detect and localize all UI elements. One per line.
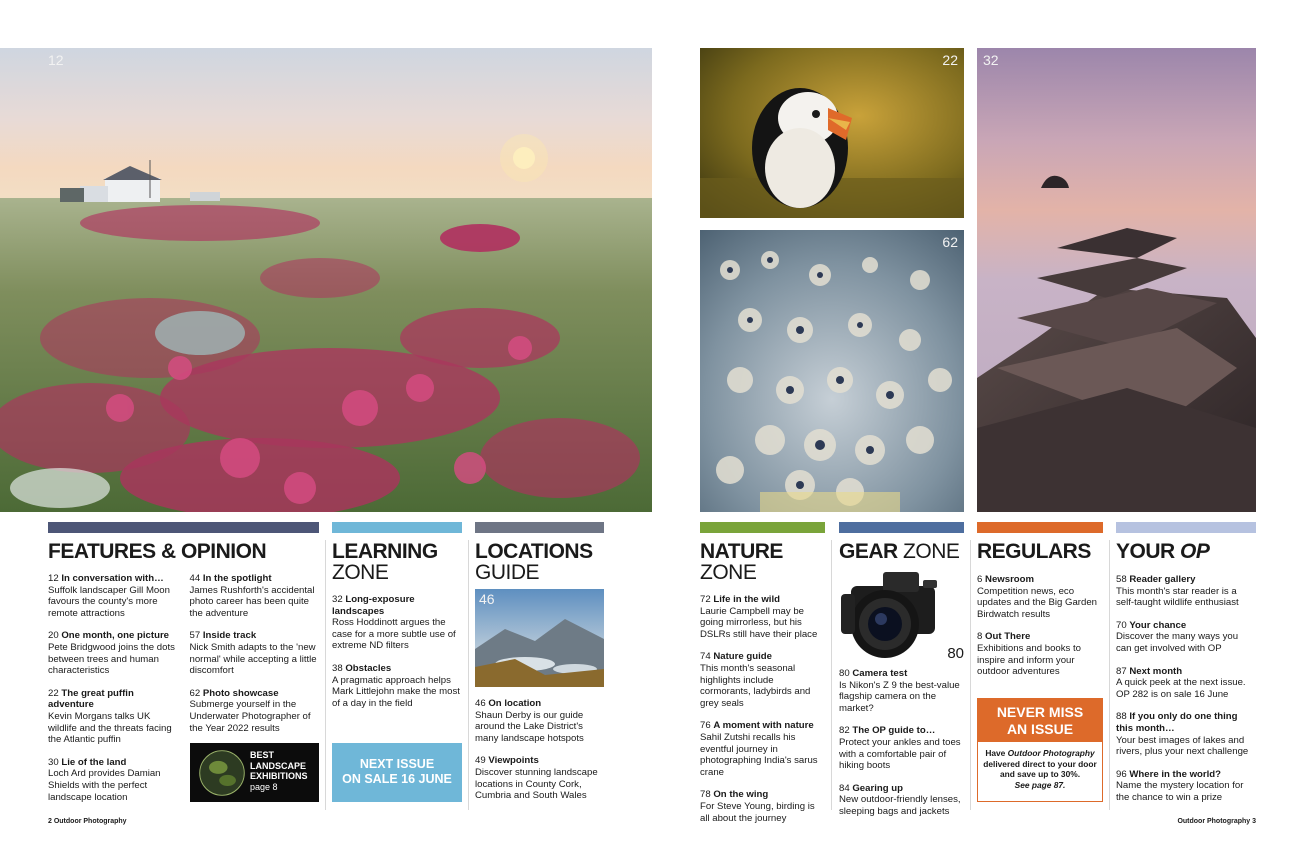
sea-rocks-photo	[977, 48, 1256, 512]
gear-heading: GEAR ZONE	[839, 540, 960, 563]
toc-entry[interactable]: 8 Out There Exhibitions and books to inspire and inform your outdoor adventures	[977, 631, 1081, 678]
column-divider	[1109, 540, 1110, 810]
toc-entry[interactable]: 20 One month, one picture Pete Bridgwood joins the dots between trees and human characteristics	[48, 630, 175, 677]
promo-line: BEST	[250, 750, 275, 760]
column-divider	[970, 540, 971, 810]
toc-entry[interactable]: 38 Obstacles A pragmatic approach helps Mark Littlejohn make the most of a day in the field	[332, 662, 460, 709]
learning-section	[332, 522, 462, 709]
column-divider	[325, 540, 326, 810]
toc-entry[interactable]: 72 Life in the wild Laurie Campbell may be going mirrorless, but his DSLRs still have their place	[700, 594, 818, 640]
toc-entry[interactable]: 6 Newsroom Competition news, eco updates and the Big Garden Birdwatch results	[977, 574, 1098, 620]
camera-photo	[839, 564, 964, 664]
toc-entry[interactable]: 87 Next month A quick peek at the next issue. OP 282 is on sale 16 June	[1116, 665, 1246, 700]
next-issue-banner[interactable]: NEXT ISSUE ON SALE 16 JUNE	[332, 743, 462, 802]
promo-line: LANDSCAPE	[250, 760, 307, 771]
toc-entry[interactable]: 62 Photo showcase Submerge yourself in the Underwater Photographer of the Year 2022 results	[189, 687, 311, 734]
footer-left: 2 Outdoor Photography	[48, 818, 127, 825]
locations-color-bar	[475, 522, 604, 533]
toc-entry[interactable]: 82 The OP guide to… Protect your ankles and toes with a comfortable pair of hiking boots	[839, 725, 961, 772]
regulars-section	[977, 522, 1103, 678]
page-number-badge: 80	[947, 645, 964, 662]
toc-entry[interactable]: 78 On the wing For Steve Young, birding is all about the journey	[700, 789, 815, 824]
subscribe-body: Have Outdoor Photography delivered direct to your door and save up to 30%. See page 87.	[983, 748, 1097, 790]
toc-entry[interactable]: 30 Lie of the land Loch Ard provides Damian Shields with the perfect landscape location	[48, 756, 161, 803]
column-divider	[468, 540, 469, 810]
page-number-badge: 62	[942, 234, 958, 250]
toc-entry[interactable]: 74 Nature guide This month's seasonal highlights include cormorants, ladybirds and grey seals	[700, 651, 811, 709]
column-divider	[831, 540, 832, 810]
underwater-eggs-photo	[700, 230, 964, 512]
page-number-badge: 32	[983, 52, 999, 68]
toc-entry[interactable]: 58 Reader gallery This month's star reader is a self-taught wildlife enthusiast	[1116, 574, 1239, 609]
learning-color-bar	[332, 522, 462, 533]
toc-entry[interactable]: 46 On location Shaun Derby is our guide around the Lake District's many landscape hotspots	[475, 698, 584, 744]
regulars-color-bar	[977, 522, 1103, 533]
page-number-badge: 22	[942, 52, 958, 68]
landscape-photo	[0, 48, 652, 512]
your-op-section	[1116, 522, 1256, 804]
toc-entry[interactable]: 76 A moment with nature Sahil Zutshi recalls his eventful journey in photographing India's sarus crane	[700, 720, 818, 778]
toc-entry[interactable]: 96 Where in the world? Name the mystery location for the chance to win a prize	[1116, 768, 1244, 803]
promo-page: page 8	[250, 781, 278, 792]
your-op-color-bar	[1116, 522, 1256, 533]
toc-entry[interactable]: 44 In the spotlight James Rushforth's accidental photo career has been quite the adventure	[189, 573, 315, 619]
exhibitions-promo[interactable]	[190, 743, 319, 802]
toc-entry[interactable]: 32 Long-exposure landscapes Ross Hoddinott argues the case for a more subtle use of extreme ND filters	[332, 594, 456, 652]
subscribe-link[interactable]: See page 87.	[1014, 779, 1066, 790]
features-color-bar	[48, 522, 319, 533]
globe-icon	[196, 747, 248, 799]
toc-entry[interactable]: 12 In conversation with… Suffolk landscaper Gill Moon favours the county's more remote attractions	[48, 573, 170, 619]
your-op-heading: YOUR OP	[1116, 540, 1210, 563]
features-heading: FEATURES & OPINION	[48, 540, 267, 563]
features-left-list	[48, 562, 178, 803]
regulars-heading: REGULARS	[977, 540, 1091, 563]
lake-district-photo	[475, 589, 604, 687]
promo-line: EXHIBITIONS	[250, 771, 308, 782]
toc-entry[interactable]: 80 Camera test Is Nikon's Z 9 the best-value flagship camera on the market?	[839, 668, 960, 714]
gear-color-bar	[839, 522, 964, 533]
nature-color-bar	[700, 522, 825, 533]
locations-section	[475, 522, 604, 802]
footer-right: Outdoor Photography 3	[1177, 818, 1256, 825]
puffin-photo	[700, 48, 964, 218]
toc-entry[interactable]: 88 If you only do one thing this month… Your best images of lakes and rivers, plus your next challenge	[1116, 711, 1249, 758]
nature-heading: NATURE ZONE	[700, 540, 783, 584]
toc-entry[interactable]: 49 Viewpoints Discover stunning landscape locations in County Cork, Cumbria and South Wales	[475, 755, 598, 802]
subscribe-box[interactable]	[977, 698, 1103, 802]
toc-entry[interactable]: 84 Gearing up New outdoor-friendly lenses, sleeping bags and jackets	[839, 782, 961, 817]
toc-entry[interactable]: 70 Your chance Discover the many ways you can get involved with OP	[1116, 619, 1239, 654]
locations-heading: LOCATIONS GUIDE	[475, 540, 593, 584]
learning-heading: LEARNING ZONE	[332, 540, 438, 584]
nature-section	[700, 522, 825, 824]
toc-entry[interactable]: 57 Inside track Nick Smith adapts to the 'new normal' while accepting a little discomfort	[189, 630, 317, 677]
gear-section	[839, 522, 964, 818]
toc-entry[interactable]: 22 The great puffin adventure Kevin Morgans talks UK wildlife and the threats facing the Atlantic puffin	[48, 687, 172, 746]
page-number-badge: 46	[479, 591, 495, 607]
page-number-badge: 12	[48, 52, 64, 68]
subscribe-heading: NEVER MISS AN ISSUE	[978, 699, 1102, 742]
